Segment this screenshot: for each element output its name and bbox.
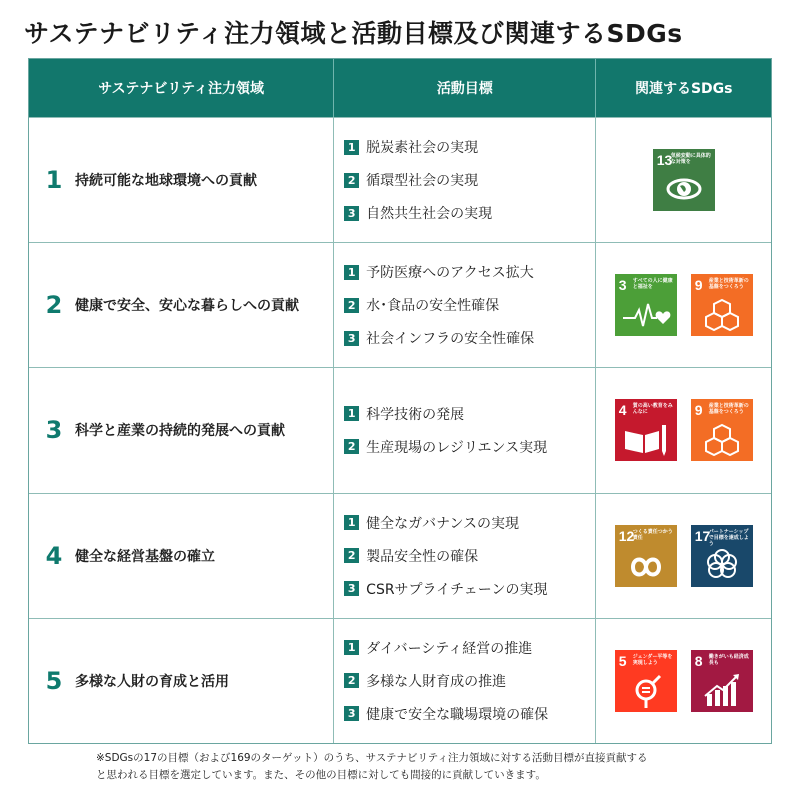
table-header bbox=[29, 59, 771, 117]
list-item bbox=[344, 289, 595, 322]
focus-area-cell bbox=[29, 243, 334, 367]
goal-number-badge: 2 bbox=[344, 439, 359, 454]
sdg-number: 9 bbox=[694, 402, 703, 419]
related-sdgs-cell bbox=[596, 118, 771, 242]
sdg-label: 産業と技術革新の基盤をつくろう bbox=[708, 278, 749, 291]
list-item bbox=[344, 697, 595, 730]
list-item bbox=[344, 664, 595, 697]
goal-number-badge: 2 bbox=[344, 673, 359, 688]
goal-number-badge: 2 bbox=[344, 173, 359, 188]
table-row bbox=[29, 242, 771, 367]
focus-area-number: 4 bbox=[45, 541, 63, 570]
goal-text: CSRサプライチェーンの実現 bbox=[366, 581, 548, 598]
focus-area-label: 科学と産業の持続的発展への貢献 bbox=[75, 423, 285, 440]
focus-area-cell bbox=[29, 619, 334, 743]
sdg-number: 3 bbox=[618, 277, 627, 294]
focus-area-label: 健全な経営基盤の確立 bbox=[75, 548, 215, 565]
goal-text: 科学技術の発展 bbox=[366, 406, 465, 423]
focus-area-cell bbox=[29, 494, 334, 618]
activity-goals-cell bbox=[334, 494, 596, 618]
goal-text: 製品安全性の確保 bbox=[366, 548, 479, 565]
goal-text: ダイバーシティ経営の推進 bbox=[366, 640, 533, 657]
sdg-number: 17 bbox=[694, 527, 711, 544]
activity-goals-cell bbox=[334, 118, 596, 242]
list-item bbox=[344, 322, 595, 355]
sdg-goal-9-tile bbox=[691, 399, 753, 461]
goal-number-badge: 2 bbox=[344, 298, 359, 313]
goal-text: 水･食品の安全性確保 bbox=[366, 298, 500, 315]
focus-area-number: 5 bbox=[45, 666, 63, 695]
list-item bbox=[344, 197, 595, 230]
sustainability-table bbox=[28, 58, 772, 744]
table-row bbox=[29, 618, 771, 743]
sdg-number: 9 bbox=[694, 277, 703, 294]
sdg-goal-4-tile bbox=[615, 399, 677, 461]
related-sdgs-cell bbox=[596, 243, 771, 367]
sdg-number: 8 bbox=[694, 652, 703, 669]
activity-goals-cell bbox=[334, 368, 596, 492]
sdg-goal-3-tile bbox=[615, 274, 677, 336]
activity-goals-cell bbox=[334, 619, 596, 743]
goal-number-badge: 2 bbox=[344, 548, 359, 563]
goal-number-badge: 1 bbox=[344, 515, 359, 530]
goal-number-badge: 3 bbox=[344, 331, 359, 346]
sdg-label: パートナーシップで目標を達成しよう bbox=[708, 528, 749, 547]
goal-text: 生産現場のレジリエンス実現 bbox=[366, 439, 548, 456]
goal-text: 多様な人財育成の推進 bbox=[366, 673, 507, 690]
focus-area-number: 3 bbox=[45, 416, 63, 445]
goal-text: 健全なガバナンスの実現 bbox=[366, 515, 520, 532]
focus-area-number: 2 bbox=[45, 291, 63, 320]
goal-text: 予防医療へのアクセス拡大 bbox=[366, 265, 534, 282]
focus-area-cell bbox=[29, 118, 334, 242]
goal-number-badge: 3 bbox=[344, 206, 359, 221]
list-item bbox=[344, 631, 595, 664]
sdg-label: ジェンダー平等を実現しよう bbox=[632, 653, 673, 666]
focus-area-label: 多様な人財の育成と活用 bbox=[75, 673, 229, 690]
sdg-label: 産業と技術革新の基盤をつくろう bbox=[708, 403, 749, 416]
related-sdgs-cell bbox=[596, 619, 771, 743]
sdg-number: 12 bbox=[618, 527, 635, 544]
goal-number-badge: 1 bbox=[344, 265, 359, 280]
goal-number-badge: 1 bbox=[344, 640, 359, 655]
focus-area-cell bbox=[29, 368, 334, 492]
focus-area-label: 持続可能な地球環境への貢献 bbox=[75, 173, 257, 190]
sdg-number: 5 bbox=[618, 652, 627, 669]
list-item bbox=[344, 164, 595, 197]
sdg-goal-9-tile bbox=[691, 274, 753, 336]
goal-text: 循環型社会の実現 bbox=[366, 173, 479, 190]
footnote bbox=[96, 750, 786, 784]
goal-text: 脱炭素社会の実現 bbox=[366, 140, 479, 157]
focus-area-number: 1 bbox=[45, 166, 63, 195]
goal-number-badge: 1 bbox=[344, 406, 359, 421]
goal-text: 社会インフラの安全性確保 bbox=[366, 331, 535, 348]
sdg-label: 質の高い教育をみんなに bbox=[632, 403, 673, 416]
table-row bbox=[29, 367, 771, 492]
header-activity-goals: 活動目標 bbox=[334, 59, 596, 117]
list-item bbox=[344, 539, 595, 572]
focus-area-label: 健康で安全、安心な暮らしへの貢献 bbox=[75, 298, 299, 315]
footnote-line-2: と思われる目標を選定しています。また、その他の目標に対しても間接的に貢献していきます。 bbox=[96, 769, 546, 781]
goal-number-badge: 3 bbox=[344, 581, 359, 596]
sdg-label: つくる責任つかう責任 bbox=[632, 528, 673, 541]
sdg-number: 13 bbox=[656, 152, 673, 169]
sdg-goal-17-tile bbox=[691, 525, 753, 587]
list-item bbox=[344, 430, 595, 463]
list-item bbox=[344, 397, 595, 430]
header-related-sdgs: 関連するSDGs bbox=[634, 81, 733, 97]
goal-number-badge: 1 bbox=[344, 140, 359, 155]
list-item bbox=[344, 256, 595, 289]
sdg-label: すべての人に健康と福祉を bbox=[632, 278, 673, 291]
goal-text: 健康で安全な職場環境の確保 bbox=[366, 706, 549, 723]
goal-number-badge: 3 bbox=[344, 706, 359, 721]
sdg-goal-5-tile bbox=[615, 650, 677, 712]
goal-text: 自然共生社会の実現 bbox=[366, 206, 493, 223]
table-row bbox=[29, 117, 771, 242]
page-title: サステナビリティ注力領域と活動目標及び関連するSDGs bbox=[24, 19, 683, 48]
sdg-label: 働きがいも経済成長も bbox=[708, 653, 749, 666]
header-focus-area: サステナビリティ注力領域 bbox=[29, 59, 334, 117]
table-row bbox=[29, 493, 771, 618]
list-item bbox=[344, 506, 595, 539]
sdg-goal-13-tile bbox=[653, 149, 715, 211]
footnote-line-1: ※SDGsの17の目標（および169のターゲット）のうち、サステナビリティ注力領域に対する活動目標が直接貢献する bbox=[96, 752, 648, 764]
list-item bbox=[344, 131, 595, 164]
sdg-number: 4 bbox=[618, 402, 627, 419]
related-sdgs-cell bbox=[596, 494, 771, 618]
related-sdgs-cell bbox=[596, 368, 771, 492]
activity-goals-cell bbox=[334, 243, 596, 367]
sdg-goal-12-tile bbox=[615, 525, 677, 587]
sdg-goal-8-tile bbox=[691, 650, 753, 712]
sdg-label: 気候変動に具体的な対策を bbox=[670, 153, 711, 166]
list-item bbox=[344, 572, 595, 605]
